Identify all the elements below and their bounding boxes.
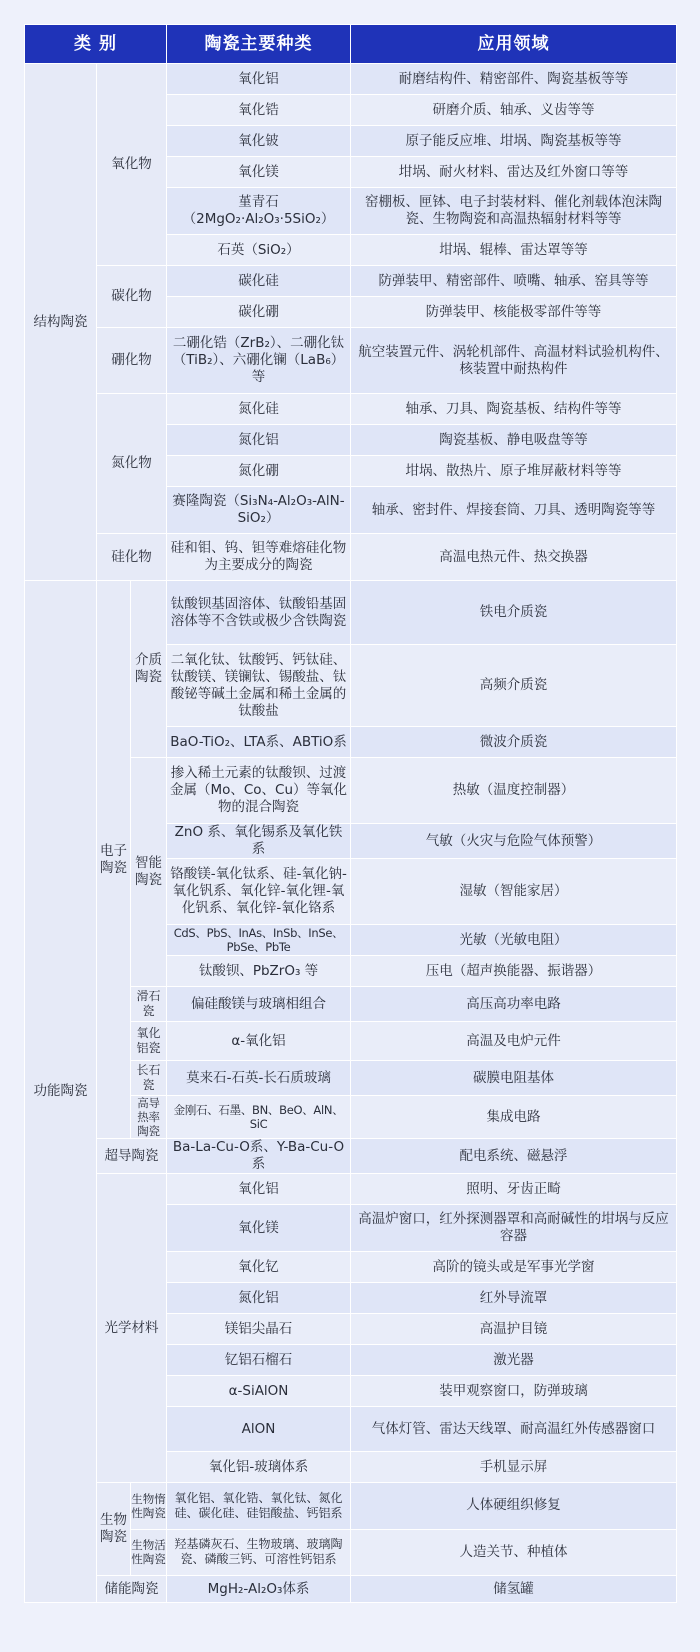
type-cell: 二氧化钛、钛酸钙、钙钛硅、钛酸镁、镁镧钛、锡酸盐、钛酸铋等碱土金属和稀土金属的钛酸盐 — [167, 645, 351, 727]
type-cell: 氧化铝-玻璃体系 — [167, 1452, 351, 1483]
app-cell: 研磨介质、轴承、义齿等等 — [351, 95, 677, 126]
type-cell: 钇铝石榴石 — [167, 1345, 351, 1376]
type-cell: 碳化硅 — [167, 266, 351, 297]
subcat-energy: 储能陶瓷 — [97, 1576, 167, 1603]
subcat-nitride: 氮化物 — [97, 394, 167, 534]
type-cell: 堇青石（2MgO₂·Al₂O₃·5SiO₂） — [167, 188, 351, 235]
app-cell: 红外导流罩 — [351, 1283, 677, 1314]
app-cell: 压电（超声换能器、振谐器） — [351, 956, 677, 987]
app-cell: 高温炉窗口，红外探测器罩和高耐碱性的坩埚与反应容器 — [351, 1205, 677, 1252]
type-cell: 莫来石-石英-长石质玻璃 — [167, 1061, 351, 1096]
app-cell: 湿敏（智能家居） — [351, 859, 677, 925]
subcat-alumina: 氧化铝瓷 — [131, 1022, 167, 1061]
app-cell: 航空装置元件、涡轮机部件、高温材料试验机构件、核装置中耐热构件 — [351, 328, 677, 394]
table-row — [25, 1174, 677, 1205]
subcat-superconducting: 超导陶瓷 — [97, 1139, 167, 1174]
app-cell: 坩埚、辊棒、雷达罩等等 — [351, 235, 677, 266]
table-row — [25, 1483, 677, 1530]
table-row — [25, 394, 677, 425]
type-cell: 赛隆陶瓷（Si₃N₄-Al₂O₃-AlN-SiO₂） — [167, 487, 351, 534]
category-functional: 功能陶瓷 — [25, 581, 97, 1603]
subcat-silicide: 硅化物 — [97, 534, 167, 581]
type-cell: 碳化硼 — [167, 297, 351, 328]
type-cell: 氧化镁 — [167, 1205, 351, 1252]
subcat-bioinert: 生物惰性陶瓷 — [131, 1483, 166, 1530]
type-cell: AlON — [167, 1407, 351, 1452]
type-cell: 氧化铝 — [167, 1174, 351, 1205]
app-cell: 高温护目镜 — [351, 1314, 677, 1345]
app-cell: 碳膜电阻基体 — [351, 1061, 677, 1096]
subcat-talc: 滑石瓷 — [131, 987, 167, 1022]
subcat-bio — [97, 1483, 167, 1576]
app-cell: 坩埚、散热片、原子堆屏蔽材料等等 — [351, 456, 677, 487]
type-cell: 铬酸镁-氧化钛系、硅-氧化钠-氧化钒系、氧化锌-氧化锂-氧化钒系、氧化锌-氧化铬系 — [167, 859, 351, 925]
type-cell: 氮化硼 — [167, 456, 351, 487]
type-cell: 氧化镁 — [167, 157, 351, 188]
subcat-high-thermal: 高导热率陶瓷 — [131, 1096, 167, 1139]
app-cell: 耐磨结构件、精密部件、陶瓷基板等等 — [351, 64, 677, 95]
app-cell: 照明、牙齿正畸 — [351, 1174, 677, 1205]
category-structural: 结构陶瓷 — [25, 64, 97, 581]
type-cell: CdS、PbS、InAs、InSb、InSe、PbSe、PbTe — [167, 925, 351, 956]
type-cell: 硅和钼、钨、钽等难熔硅化物为主要成分的陶瓷 — [167, 534, 351, 581]
app-cell: 装甲观察窗口，防弹玻璃 — [351, 1376, 677, 1407]
header-types: 陶瓷主要种类 — [167, 25, 351, 64]
type-cell: 氧化铍 — [167, 126, 351, 157]
subcat-oxide: 氧化物 — [97, 64, 167, 266]
app-cell: 人体硬组织修复 — [351, 1483, 677, 1530]
subcat-electronic: 电子陶瓷 — [97, 581, 131, 1139]
type-cell: 镁铝尖晶石 — [167, 1314, 351, 1345]
subcat-optical: 光学材料 — [97, 1174, 167, 1483]
type-cell: 钛酸钡、PbZrO₃ 等 — [167, 956, 351, 987]
type-cell: 羟基磷灰石、生物玻璃、玻璃陶瓷、磷酸三钙、可溶性钙铝系 — [167, 1529, 351, 1576]
app-cell: 高压高功率电路 — [351, 987, 677, 1022]
app-cell: 激光器 — [351, 1345, 677, 1376]
app-cell: 坩埚、耐火材料、雷达及红外窗口等等 — [351, 157, 677, 188]
type-cell: α-SiAlON — [167, 1376, 351, 1407]
app-cell: 铁电介质瓷 — [351, 581, 677, 645]
table-row — [25, 1139, 677, 1174]
type-cell: 氧化铝 — [167, 64, 351, 95]
type-cell: 氮化铝 — [167, 1283, 351, 1314]
type-cell: MgH₂-Al₂O₃体系 — [167, 1576, 351, 1603]
app-cell: 配电系统、磁悬浮 — [351, 1139, 677, 1174]
subcat-boride: 硼化物 — [97, 328, 167, 394]
app-cell: 气体灯管、雷达天线罩、耐高温红外传感器窗口 — [351, 1407, 677, 1452]
app-cell: 高温及电炉元件 — [351, 1022, 677, 1061]
app-cell: 手机显示屏 — [351, 1452, 677, 1483]
table-row — [25, 534, 677, 581]
table-row — [25, 328, 677, 394]
type-cell: 氮化硅 — [167, 394, 351, 425]
subcat-feldspar: 长石瓷 — [131, 1061, 167, 1096]
header-category: 类 别 — [25, 25, 167, 64]
app-cell: 窑棚板、匣钵、电子封装材料、催化剂载体泡沫陶瓷、生物陶瓷和高温热辐射材料等等 — [351, 188, 677, 235]
type-cell: 金刚石、石墨、BN、BeO、AlN、SiC — [167, 1096, 351, 1139]
ceramics-table — [24, 24, 677, 1603]
app-cell: 气敏（火灾与危险气体预警） — [351, 824, 677, 859]
type-cell: ZnO 系、氧化锡系及氧化铁系 — [167, 824, 351, 859]
type-cell: 氧化钇 — [167, 1252, 351, 1283]
subcat-dielectric: 介质陶瓷 — [131, 581, 167, 758]
subcat-bio-label: 生物陶瓷 — [100, 1512, 128, 1545]
type-cell: 钛酸钡基固溶体、钛酸铅基固溶体等不含铁或极少含铁陶瓷 — [167, 581, 351, 645]
app-cell: 热敏（温度控制器） — [351, 758, 677, 824]
type-cell: α-氧化铝 — [167, 1022, 351, 1061]
app-cell: 储氢罐 — [351, 1576, 677, 1603]
subcat-smart: 智能陶瓷 — [131, 758, 167, 987]
type-cell: 掺入稀土元素的钛酸钡、过渡金属（Mo、Co、Cu）等氧化物的混合陶瓷 — [167, 758, 351, 824]
type-cell: 二硼化锆（ZrB₂）、二硼化钛（TiB₂）、六硼化镧（LaB₆）等 — [167, 328, 351, 394]
type-cell: 偏硅酸镁与玻璃相组合 — [167, 987, 351, 1022]
app-cell: 集成电路 — [351, 1096, 677, 1139]
app-cell: 轴承、密封件、焊接套筒、刀具、透明陶瓷等等 — [351, 487, 677, 534]
app-cell: 高阶的镜头或是军事光学窗 — [351, 1252, 677, 1283]
type-cell: 氮化铝 — [167, 425, 351, 456]
type-cell: BaO-TiO₂、LTA系、ABTiO系 — [167, 727, 351, 758]
subcat-bioactive: 生物活性陶瓷 — [131, 1538, 166, 1567]
table-row — [25, 1576, 677, 1603]
app-cell: 防弹装甲、核能极零部件等等 — [351, 297, 677, 328]
app-cell: 高频介质瓷 — [351, 645, 677, 727]
table-row — [25, 266, 677, 297]
app-cell: 防弹装甲、精密部件、喷嘴、轴承、窑具等等 — [351, 266, 677, 297]
type-cell: Ba-La-Cu-O系、Y-Ba-Cu-O系 — [167, 1139, 351, 1174]
app-cell: 微波介质瓷 — [351, 727, 677, 758]
type-cell: 石英（SiO₂） — [167, 235, 351, 266]
app-cell: 光敏（光敏电阻） — [351, 925, 677, 956]
subcat-carbide: 碳化物 — [97, 266, 167, 328]
app-cell: 人造关节、种植体 — [351, 1529, 677, 1576]
table-row — [25, 64, 677, 95]
app-cell: 陶瓷基板、静电吸盘等等 — [351, 425, 677, 456]
header-row — [25, 25, 677, 64]
app-cell: 原子能反应堆、坩埚、陶瓷基板等等 — [351, 126, 677, 157]
app-cell: 高温电热元件、热交换器 — [351, 534, 677, 581]
header-applications: 应用领域 — [351, 25, 677, 64]
type-cell: 氧化锆 — [167, 95, 351, 126]
table-row — [25, 581, 677, 645]
type-cell: 氧化铝、氧化锆、氧化钛、氮化硅、碳化硅、硅铝酸盐、钙铝系 — [167, 1483, 351, 1530]
app-cell: 轴承、刀具、陶瓷基板、结构件等等 — [351, 394, 677, 425]
